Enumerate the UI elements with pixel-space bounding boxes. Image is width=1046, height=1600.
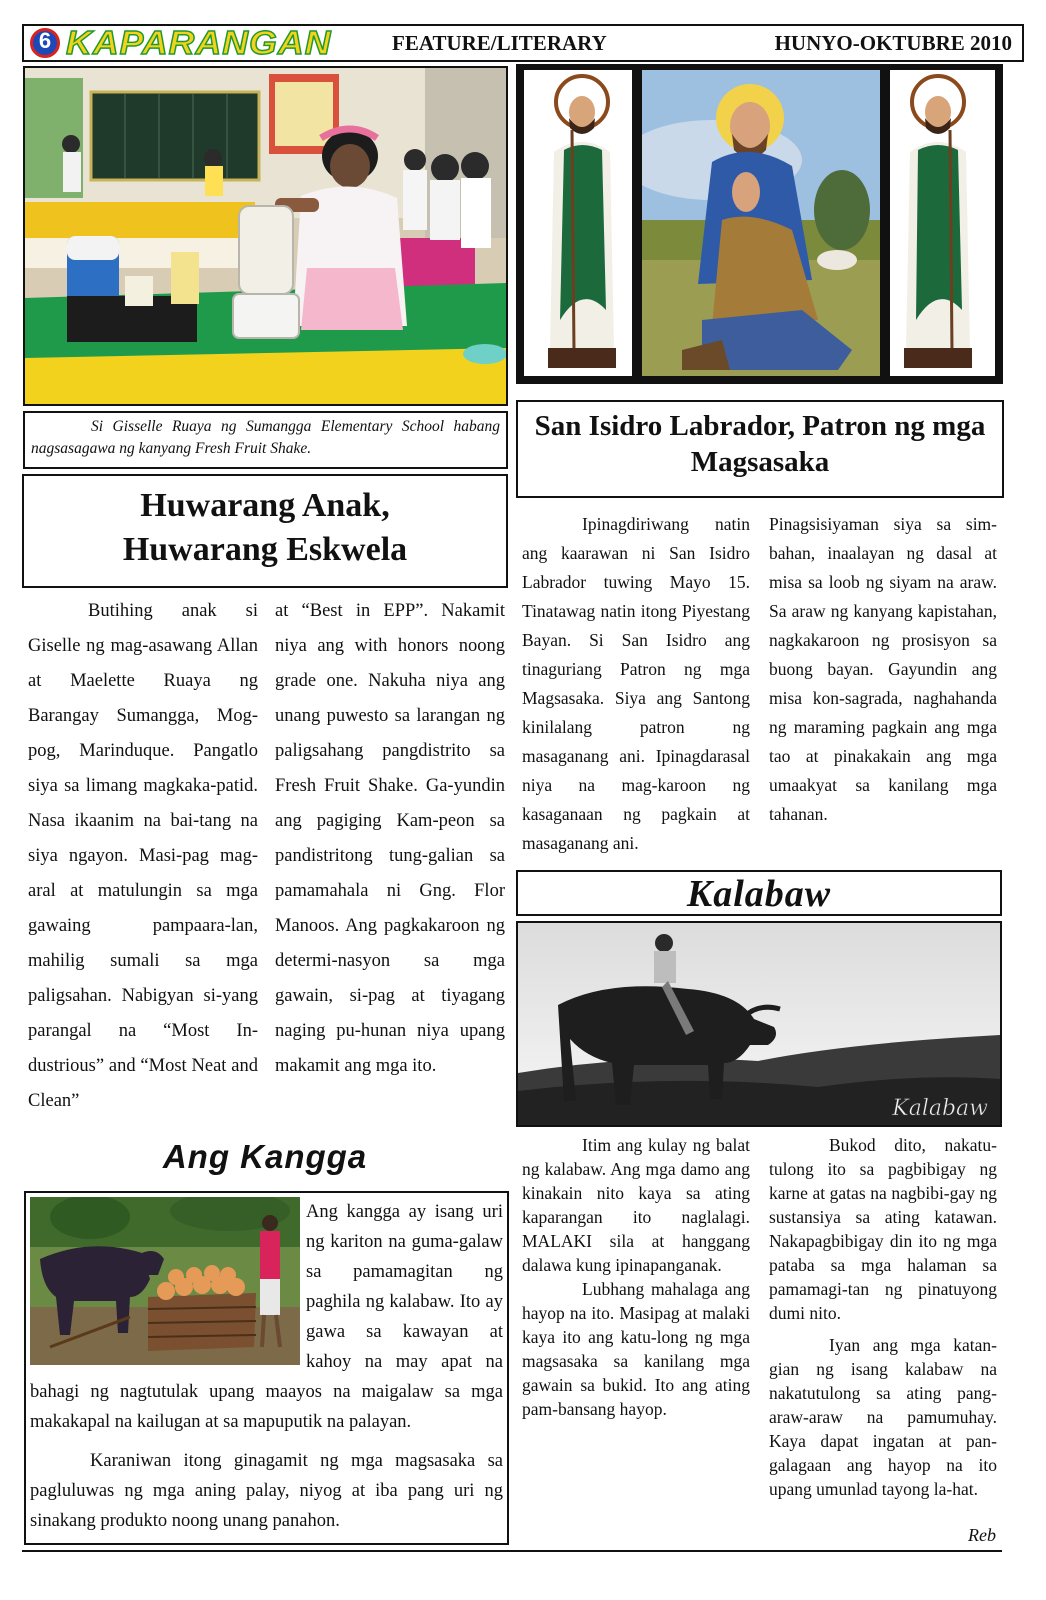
huwarang-title-line2: Huwarang Eskwela [122,531,408,568]
isidro-col2: Pinagsisiyaman siya sa sim-bahan, inaalayan ng dasal at misa sa loob ng siyam na araw. Sa araw ng kanyang kapistahan, nagkakaroon ng prosisyon sa buong bayan. Gayundin ang misa kon-sagrada, naghahanda ng maraming pagkain ang mga tao at pinakakain ang mga umaakyat sa kanilang mga tahanan. [769,514,997,824]
saint-images-frame [516,64,1003,384]
huwarang-title-box [22,474,508,588]
photo-caption: Si Gisselle Ruaya ng Sumangga Elementary School habang nagsasagawa ng kanyang Fresh Fruit Shake. [31,418,500,457]
kangga-box [24,1191,509,1545]
kangga-wrap-text: Ang kangga ay isang uri ng kariton na guma-galaw sa pamamagitan ng paghila ng kalabaw. Ito ay gawa sa kawayan at kahoy na may apat na [306,1202,503,1372]
kalabaw-title-box [516,870,1002,916]
saint-statue-left [524,70,632,376]
kangga-photo [30,1197,300,1365]
huwarang-col1: Butihing anak si Giselle ng mag-asawang Allan at Maelette Ruaya ng Barangay Sumangga, Mog-pog, Marinduque. Pangatlo siya sa limang magkaka-patid. Nasa ikaanim na bai-tang na siya ngayon. Masi-pag mag-aral at matulungin sa mga gawaing pampaara-lan, mahilig sumali sa mga paligsahan. Nabigyan si-yang parangal na “Most In-dustrious” and “Most Neat and Clean” [28,601,258,1111]
kalabaw-photo-label: Kalabaw [892,1096,988,1121]
kangga-title: Ang Kangga [162,1138,368,1175]
saint-statue-right [890,70,995,376]
kalabaw-byline: Reb [968,1525,996,1545]
kalabaw-col2-p1: Bukod dito, nakatu-tulong ito sa pagbibigay ng karne at gatas na nagbibi-gay ng sustansiya sa ating katawan. Nakapagbibigay din ito ng mga pataba sa mga halaman sa pamamagi-tan ng pinatuyong dumi nito. [769,1135,997,1323]
kalabaw-col1-p2: Lubhang mahalaga ang hayop na ito. Masipag at malaki kaya ito ang katu-long ng mga magsasaka sa kanilang mga gawain sa bukid. Ito ang ating pam-bansang hayop. [522,1279,750,1419]
kangga-p2: Karaniwan itong ginagamit ng mga magsasaka sa pagluluwas ng mga aning palay, niyog at iba pang uri ng sinakang produkto noong unang panahon. [30,1451,503,1531]
kangga-full-text: bahagi ng nagtutulak upang maayos na maigalaw sa mga makakapal na kailugan at sa mapuputik na palayan. [30,1382,503,1432]
kalabaw-col1 [522,1133,750,1421]
blender-photo [23,66,508,406]
huwarang-col2: at “Best in EPP”. Nakamit niya ang with honors noong grade one. Nakuha niya ang unang puwesto sa larangan ng paligsahang pangdistrito sa Fresh Fruit Shake. Ga-yundin ang pagiging Kam-peon sa pandistritong tung-galian sa pamamahala ni Gng. Flor Manoos. Ang pagkakaroon ng determi-nasyon sa mga gawain, si-pag at tiyagang naging pu-hunan niya upang makamit ang mga ito. [275,601,505,1076]
bottom-rule [22,1550,1002,1552]
header-bar [22,24,1024,62]
photo-caption-box [23,411,508,469]
kalabaw-title: Kalabaw [686,873,832,915]
isidro-col1: Ipinagdiriwang natin ang kaarawan ni San Isidro Labrador tuwing Mayo 15. Tinatawag natin itong Piyestang Bayan. Si San Isidro ang tinaguriang Patron ng mga Magsasaka. Siya ang Santong kinilalang patron ng masaganang ani. Ipinagdarasal niya na mag-karoon ng kasaganaan ng pagkain at masaganang ani. [522,514,750,853]
huwarang-title-line1: Huwarang Anak, [140,487,390,524]
section-label: FEATURE/LITERARY [392,31,607,55]
isidro-title: San Isidro Labrador, Patron ng mga Magsasaka [534,410,986,478]
masthead-title: KAPARANGAN [66,24,332,61]
isidro-title-box [516,400,1004,498]
kalabaw-col1-p1: Itim ang kulay ng balat ng kalabaw. Ang mga damo ang kinakain nito kaya sa ating kaparangan ito naglalagi. MALAKI sila at hanggang dalawa kung ipinapanganak. [522,1135,750,1275]
kalabaw-col2-p2: Iyan ang mga katan-gian ng isang kalabaw na nakatutulong sa ating pang-araw-araw na pamumuhay. Kaya dapat ingatan at pan-galagaan ang hayop na ito upang umunlad tayong la-hat. [769,1335,997,1499]
issue-date: HUNYO-OKTUBRE 2010 [774,31,1012,55]
saint-painting-center [642,70,880,376]
page-number: 6 [38,28,52,53]
kalabaw-col2 [769,1133,997,1501]
kalabaw-photo [516,921,1002,1127]
